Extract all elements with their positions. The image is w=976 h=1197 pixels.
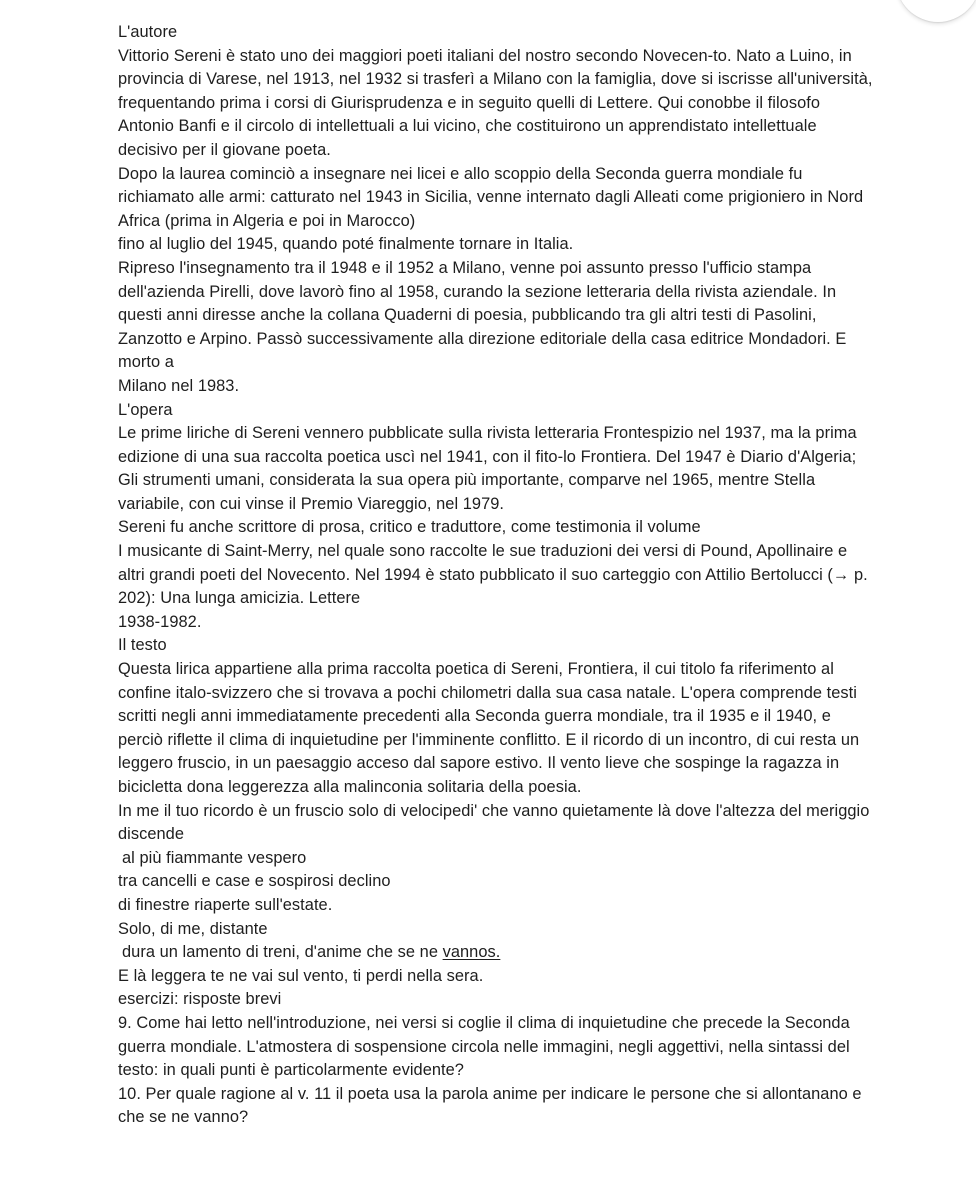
section-heading-opera: L'opera xyxy=(118,400,173,419)
section-heading-esercizi: esercizi: risposte brevi xyxy=(118,990,282,1009)
poem-line-6-underlined-word: vannos. xyxy=(442,943,501,962)
question-9: 9. Come hai letto nell'introduzione, nei versi si coglie il clima di inquietudine che precede la Seconda guerra mondiale. L'atmostera di sospensione circola nelle immagini, negli aggettivi, nella sintassi del testo: in quali punti è particolarmente evidente? xyxy=(118,1013,850,1080)
autore-paragraph-4: Ripreso l'insegnamento tra il 1948 e il 1952 a Milano, venne poi assunto presso l'ufficio stampa dell'azienda Pirelli, dove lavorò fino al 1958, curando la sezione letteraria della rivista aziendale. In questi anni diresse anche la collana Quaderni di poesia, pubblicando tra gli altri testi di Pasolini, Zanzotto e Arpino. Passò successivamente alla direzione editoriale della casa editrice Mondadori. E morto a xyxy=(118,258,847,372)
opera-paragraph-4: 1938-1982. xyxy=(118,612,202,631)
poem-line-2: al più fiammante vespero xyxy=(122,848,307,867)
poem-line-7: E là leggera te ne vai sul vento, ti perdi nella sera. xyxy=(118,966,484,985)
testo-paragraph-1: Questa lirica appartiene alla prima raccolta poetica di Sereni, Frontiera, il cui titolo fa riferimento al confine italo-svizzero che si trovava a pochi chilometri dalla sua casa natale. L'opera comprende testi scritti negli anni immediatamente precedenti alla Seconda guerra mondiale, tra il 1935 e il 1940, e perciò riflette il clima di inquietudine per l'imminente conflitto. E il ricordo di un incontro, di cui resta un leggero fruscio, in un paesaggio acceso dal sapore estivo. Il vento lieve che sospinge la ragazza in bicicletta dona leggerezza alla malinconia solitaria della poesia. xyxy=(118,660,860,796)
poem-line-1: In me il tuo ricordo è un fruscio solo di velocipedi' che vanno quietamente là dove l'altezza del meriggio discende xyxy=(118,801,870,844)
poem-line-6-text: dura un lamento di treni, d'anime che se ne xyxy=(122,943,443,962)
document-body xyxy=(118,21,878,1130)
section-heading-testo: Il testo xyxy=(118,636,167,655)
opera-paragraph-1: Le prime liriche di Sereni vennero pubblicate sulla rivista letteraria Frontespizio nel 1937, ma la prima edizione di una sua raccolta poetica uscì nel 1941, con il fito-lo Frontiera. Del 1947 è Diario d'Algeria; Gli strumenti umani, considerata la sua opera più importante, comparve nel 1965, mentre Stella variabile, con cui vinse il Premio Viareggio, nel 1979. xyxy=(118,424,857,513)
autore-paragraph-2: Dopo la laurea cominciò a insegnare nei licei e allo scoppio della Seconda guerra mondiale fu richiamato alle armi: catturato nel 1943 in Sicilia, venne internato dagli Alleati come prigioniero in Nord Africa (prima in Algeria e poi in Marocco) xyxy=(118,164,864,230)
poem-line-6 xyxy=(118,941,878,965)
question-10: 10. Per quale ragione al v. 11 il poeta usa la parola anime per indicare le persone che si allontanano e che se ne vanno? xyxy=(118,1084,862,1127)
autore-paragraph-3: fino al luglio del 1945, quando poté finalmente tornare in Italia. xyxy=(118,235,574,254)
section-heading-autore: L'autore xyxy=(118,23,178,41)
poem-line-4: di finestre riaperte sull'estate. xyxy=(118,895,333,914)
page-corner-decoration xyxy=(896,0,976,22)
poem-line-3: tra cancelli e case e sospirosi declino xyxy=(118,872,391,891)
opera-paragraph-3: I musicante di Saint-Merry, nel quale sono raccolte le sue traduzioni dei versi di Pound, Apollinaire e altri grandi poeti del Novecento. Nel 1994 è stato pubblicato il suo carteggio con Attilio Bertolucci (→ p. 202): Una lunga amicizia. Lettere xyxy=(118,542,868,608)
autore-paragraph-5: Milano nel 1983. xyxy=(118,376,240,395)
poem-line-5: Solo, di me, distante xyxy=(118,919,268,938)
autore-paragraph-1: Vittorio Sereni è stato uno dei maggiori poeti italiani del nostro secondo Novecen-to. Nato a Luino, in provincia di Varese, nel 1913, nel 1932 si trasferì a Milano con la famiglia, dove si iscrisse all'università, frequentando prima i corsi di Giurisprudenza e in seguito quelli di Lettere. Qui conobbe il filosofo Antonio Banfi e il circolo di intellettuali a lui vicino, che costituirono un apprendistato intellettuale decisivo per il giovane poeta. xyxy=(118,46,873,159)
opera-paragraph-2: Sereni fu anche scrittore di prosa, critico e traduttore, come testimonia il volume xyxy=(118,518,701,537)
